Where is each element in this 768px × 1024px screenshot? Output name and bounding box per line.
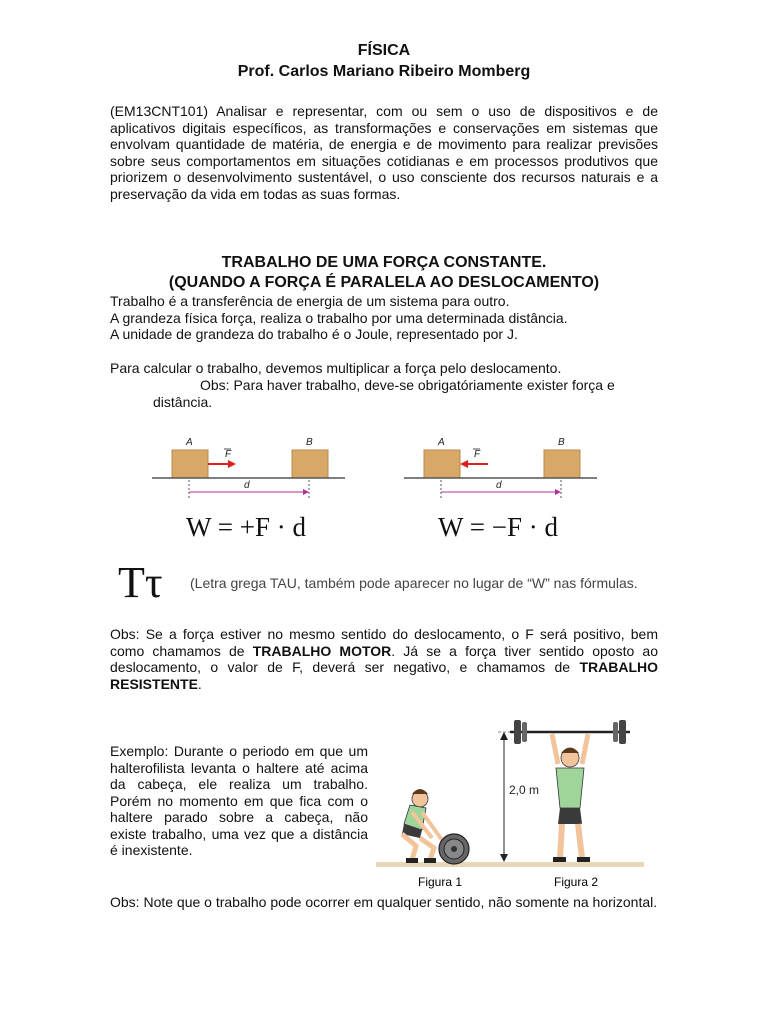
obs-line-1: Obs: Para haver trabalho, deve-se obrigatóriamente exister força e [200,377,615,393]
label-f: F [225,449,232,460]
label-d: d [244,480,250,491]
definition-line-3: A unidade de grandeza do trabalho é o Joule, representado por J. [110,326,518,342]
label-b: B [558,437,565,448]
block-a [424,450,460,478]
obs-work-sign-text-1: Obs: Se a força estiver no mesmo sentido do deslocamento, o F será positivo, bem como chamamos de [110,626,658,659]
block-b [292,450,328,478]
document-subject: FÍSICA [357,42,411,59]
displacement-arrow-head [303,489,309,495]
figure-1-lifter [402,789,442,863]
height-arrow-bottom [500,854,508,862]
label-f: F [474,449,481,460]
figure-1-barbell [439,834,469,864]
skill-paragraph: (EM13CNT101) Analisar e representar, com ou sem o uso de dispositivos e de aplicativos digitais específicos, as transformações e conservações em sistemas que envolvam quantidade de matéria, de energia e de movimento para realizar previsões sobre seus comportamentos em situações cotidianas e em processos produtivos que priorizem o desenvolvimento sustentável, o uso consciente dos recursos naturais e a preservação da vida em todas as suas formas. [110,103,658,202]
formula-negative: W = −F · d [438,512,558,542]
obs-line-2: distância. [153,394,213,410]
term-trabalho-motor: TRABALHO MOTOR [252,642,392,659]
obs-work-sign [110,626,658,692]
example-paragraph: Exemplo: Durante o periodo em que um halterofilista levanta o haltere até acima da cabeça, ele realiza um trabalho. Porém no momento em que fica com o haltere parado sobre a cabeça, não existe trabalho, uma vez que a distância é inexistente. [110,743,368,858]
obs-work-sign-text-3: . [197,675,202,692]
label-a: A [438,437,445,448]
height-label: 2,0 m [509,783,540,797]
force-arrow-head [228,460,236,468]
figure-2-barbell [510,720,630,744]
section-title-line2: (QUANDO A FORÇA É PARALELA AO DESLOCAMENTO) [168,274,600,291]
figure-2-lifter [552,734,590,862]
term-trabalho-resistente: TRABALHO RESISTENTE [110,659,658,692]
label-a: A [186,437,193,448]
tau-symbol: Tτ [118,558,163,607]
diagram-negative-work [402,430,602,505]
diagram-positive-work [150,430,350,505]
definition-line-2: A grandeza física força, realiza o trabalho por uma determinada distância. [110,310,568,326]
block-a [172,450,208,478]
document-author: Prof. Carlos Mariano Ribeiro Momberg [237,63,531,80]
obs-direction: Obs: Note que o trabalho pode ocorrer em qualquer sentido, não somente na horizontal. [110,894,658,910]
displacement-arrow-head [555,489,561,495]
section-title-line1: TRABALHO DE UMA FORÇA CONSTANTE. [221,254,547,271]
obs-work-sign-text-2: . Já se a força tiver sentido oposto ao deslocamento, o valor de F, deverá ser negativo, e chamamos de [110,642,658,675]
weightlifter-figure [376,712,646,892]
tau-note: (Letra grega TAU, também pode aparecer no lugar de “W” nas fórmulas. [190,575,638,591]
formula-positive: W = +F · d [186,512,306,542]
height-arrow-top [500,732,508,740]
label-d: d [496,480,502,491]
definition-line-1: Trabalho é a transferência de energia de um sistema para outro. [110,293,510,309]
force-arrow-head [460,460,468,468]
block-b [544,450,580,478]
figure-2-caption: Figura 2 [554,875,599,889]
figure-1-caption: Figura 1 [418,875,463,889]
label-b: B [306,437,313,448]
calc-line: Para calcular o trabalho, devemos multiplicar a força pelo deslocamento. [110,360,562,376]
